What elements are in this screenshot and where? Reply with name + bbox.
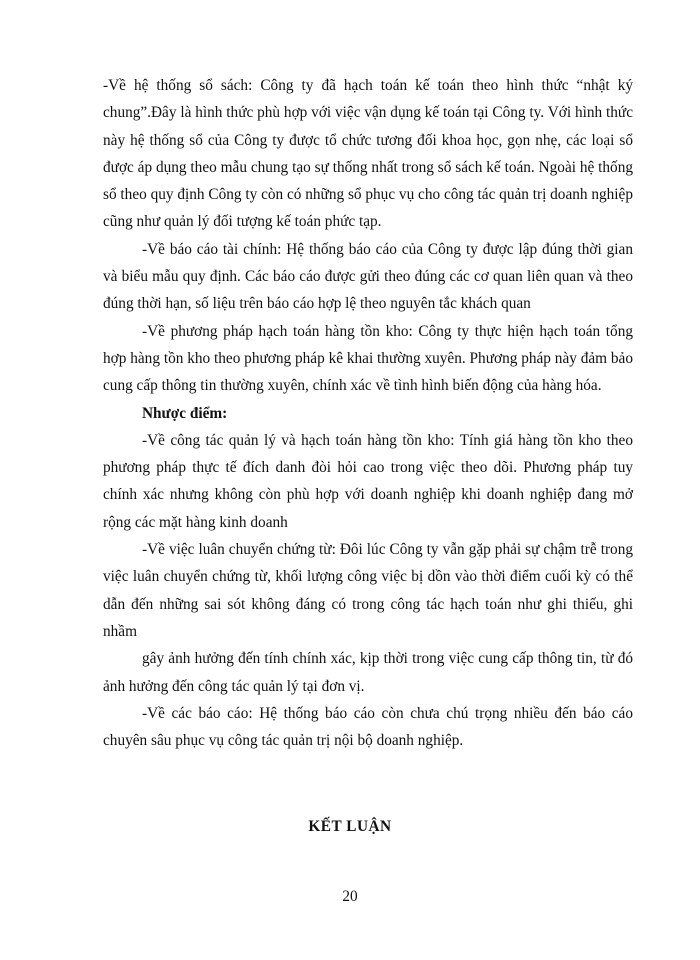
paragraph-inventory-method: -Về phương pháp hạch toán hàng tồn kho: Công ty thực hiện hạch toán tổng hợp hàng tồn kho theo phương pháp kê khai thường xuyên. Phương pháp này đảm bảo cung cấp thông tin thường xuyên, chính xác về tình hình biến động của hàng hóa. [103, 322, 633, 395]
paragraph-document-circulation: -Về việc luân chuyển chứng từ: Đôi lúc Công ty vẫn gặp phải sự chậm trễ trong việc luân chuyển chứng từ, khối lượng công việc bị dồn vào thời điểm cuối kỳ có thể dẫn đến những sai sót không đáng có trong công tác hạch toán như ghi thiếu, ghi nhầm [103, 541, 633, 640]
paragraph-financial-reports: -Về báo cáo tài chính: Hệ thống báo cáo của Công ty được lập đúng thời gian và biểu mẫu quy định. Các báo cáo được gửi theo đúng các cơ quan liên quan và theo đúng thời hạn, số liệu trên báo cáo hợp lệ theo nguyên tắc khách quan [103, 240, 633, 313]
paragraph-reports: -Về các báo cáo: Hệ thống báo cáo còn chưa chú trọng nhiều đến báo cáo chuyên sâu phục vụ công tác quản trị nội bộ doanh nghiệp. [103, 704, 633, 750]
page-number: 20 [342, 888, 358, 905]
paragraph-inventory-management: -Về công tác quản lý và hạch toán hàng tồn kho: Tính giá hàng tồn kho theo phương pháp thực tế đích danh đòi hỏi cao trong việc theo dõi. Phương pháp tuy chính xác nhưng không còn phù hợp với doanh nghiệp khi doanh nghiệp đang mở rộng các mặt hàng kinh doanh [103, 431, 633, 531]
weakness-heading: Nhược điểm: [142, 404, 228, 422]
paragraph-accuracy-impact: gây ảnh hưởng đến tính chính xác, kịp thời trong việc cung cấp thông tin, từ đó ảnh hưởng đến công tác quản lý tại đơn vị. [103, 650, 633, 695]
paragraph-ledger-system: -Về hệ thống sổ sách: Công ty đã hạch toán kế toán theo hình thức “nhật ký chung”.Đây là hình thức phù hợp với việc vận dụng kế toán tại Công ty. Với hình thức này hệ thống sổ của Công ty được tổ chức tương đối khoa học, gọn nhẹ, các loại sổ được áp dụng theo mẫu chung tạo sự thống nhất trong sổ sách kế toán. Ngoài hệ thống sổ theo quy định Công ty còn có những sổ phục vụ cho công tác quản trị doanh nghiệp cũng như quản lý đối tượng kế toán phức tạp. [103, 77, 633, 231]
conclusion-title: KẾT LUẬN [308, 818, 392, 835]
body-text [103, 72, 633, 754]
